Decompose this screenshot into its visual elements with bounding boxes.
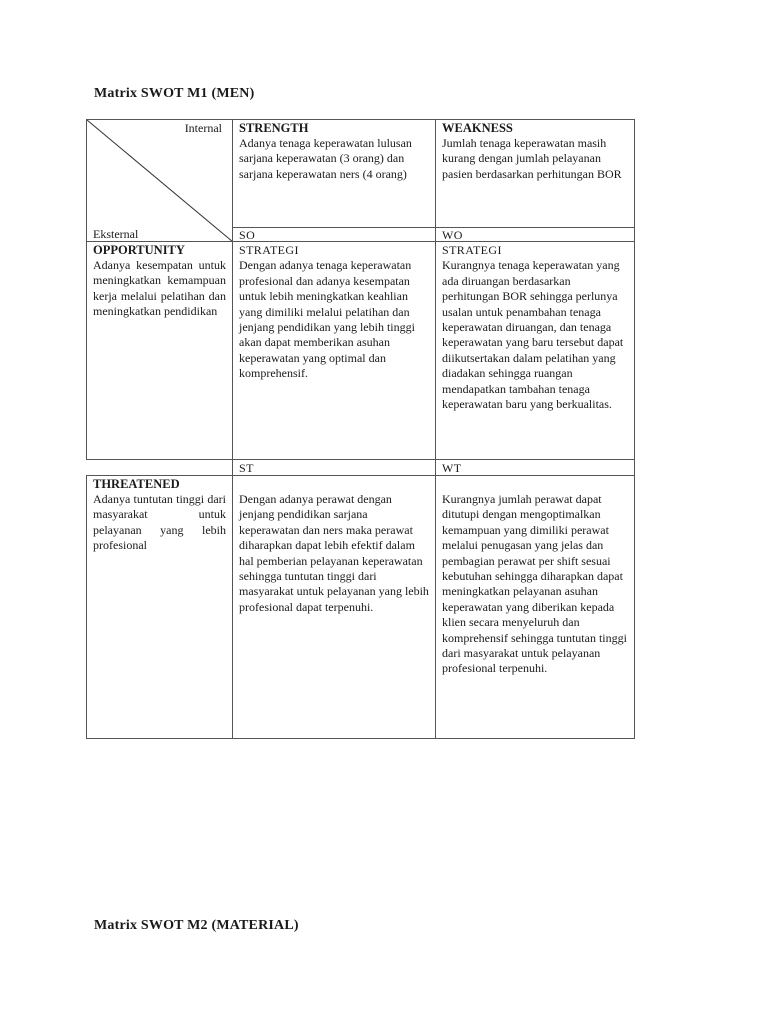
st-label-cell <box>232 459 436 476</box>
wo-strategy-text: Kurangnya tenaga keperawatan yang ada diruangan berdasarkan perhitungan BOR sehingga perlunya usalan untuk penambahan tenaga keperawatan diruangan, dan tenaga keperawatan yang baru tersebut dapat diikutsertakan dalam pelatihan yang diadakan sehingga ruangan mendapatkan tambahan tenaga keperawatan baru yang berkualitas. <box>442 258 624 412</box>
eksternal-label: Eksternal <box>93 226 139 241</box>
matrix-m1-title: Matrix SWOT M1 (MEN) <box>94 86 255 101</box>
diagonal-line <box>87 120 234 243</box>
wt-label-cell <box>435 459 635 476</box>
wt-strategy-text: Kurangnya jumlah perawat dapat ditutupi dengan mengoptimalkan kemampuan yang dimiliki perawat melalui penugasan yang jelas dan pembagian perawat per shift sesuai kebutuhan sehingga diharapkan dapat meningkatkan pelayanan asuhan keperawatan yang diberikan kepada klien secara menyeluruh dan komprehensif sehingga tuntutan tinggi dari masyarakat untuk pelayanan profesional terpenuhi. <box>442 492 627 676</box>
so-label-cell <box>232 227 436 242</box>
st-strategy-cell <box>232 475 436 739</box>
opportunity-heading: OPPORTUNITY <box>93 243 185 257</box>
threatened-heading: THREATENED <box>93 477 180 491</box>
wo-label-cell <box>435 227 635 242</box>
weakness-heading: WEAKNESS <box>442 121 513 135</box>
strength-heading: STRENGTH <box>239 121 309 135</box>
threatened-text: Adanya tuntutan tinggi dari masyarakat untuk pelayanan yang lebih profesional <box>93 492 226 553</box>
st-label: ST <box>239 461 254 475</box>
strength-cell <box>232 119 436 228</box>
corner-cell <box>86 119 233 242</box>
threatened-cell <box>86 475 233 739</box>
wt-strategy-cell <box>435 475 635 739</box>
weakness-text: Jumlah tenaga keperawatan masih kurang dengan jumlah pelayanan pasien berdasarkan perhitungan BOR <box>442 136 622 181</box>
so-strategy-text: Dengan adanya tenaga keperawatan profesional dan adanya kesempatan untuk lebih meningkatkan keahlian yang dimiliki melalui pelatihan dan jenjang pendidikan yang lebih tinggi akan dapat memberikan asuhan keperawatan yang optimal dan komprehensif. <box>239 258 415 381</box>
strength-text: Adanya tenaga keperawatan lulusan sarjana keperawatan (3 orang) dan sarjana keperawatan ners (4 orang) <box>239 136 412 181</box>
so-strategy-cell <box>232 241 436 460</box>
internal-label: Internal <box>184 121 222 135</box>
st-strategy-text: Dengan adanya perawat dengan jenjang pendidikan sarjana keperawatan dan ners maka perawat diharapkan dapat lebih efektif dalam hal pemberian pelayanan keperawatan sehingga tuntutan tinggi dari masyarakat untuk pelayanan yang lebih profesional dapat terpenuhi. <box>239 492 429 614</box>
wo-strategy-label: STRATEGI <box>442 243 502 257</box>
wo-strategy-cell <box>435 241 635 460</box>
so-label: SO <box>239 228 256 242</box>
matrix-m2-title: Matrix SWOT M2 (MATERIAL) <box>94 918 299 933</box>
weakness-cell <box>435 119 635 228</box>
wo-label: WO <box>442 228 463 242</box>
opportunity-text: Adanya kesempatan untuk meningkatkan kemampuan kerja melalui pelatihan dan meningkatkan pendidikan <box>93 258 226 319</box>
so-strategy-label: STRATEGI <box>239 243 299 257</box>
opportunity-cell <box>86 241 233 460</box>
wt-label: WT <box>442 461 462 475</box>
